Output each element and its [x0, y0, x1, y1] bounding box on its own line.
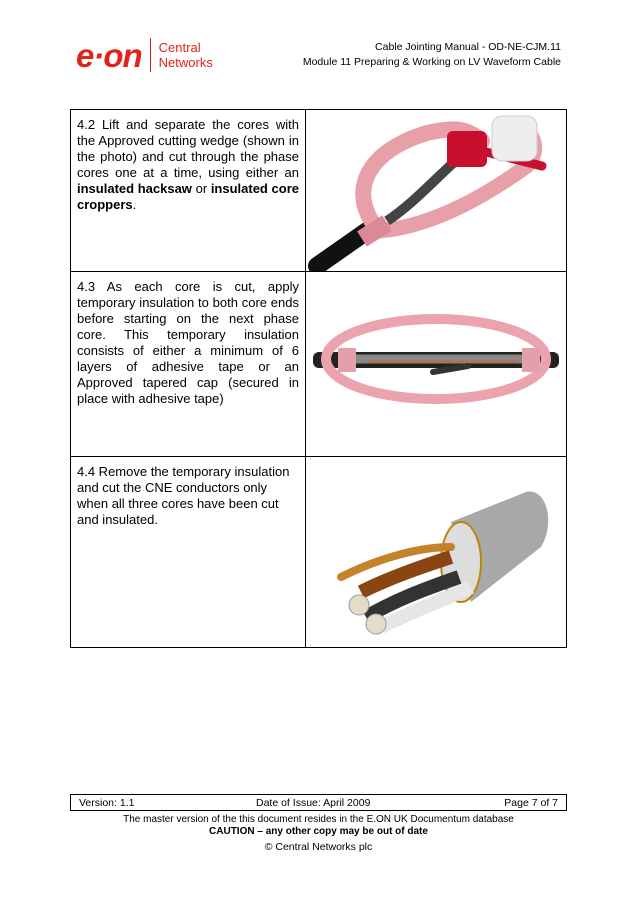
module-title: Module 11 Preparing & Working on LV Waveform Cable: [302, 56, 561, 68]
cable-illustration: [321, 467, 551, 637]
copyright: © Central Networks plc: [264, 841, 373, 853]
logo-divider: [150, 38, 151, 72]
step-4-2-bold2: insulated core croppers: [77, 181, 299, 212]
step-4-2-end: .: [132, 197, 137, 212]
step-4-2-intro: 4.2 Lift and separate the cores with the Approved cutting wedge (shown in the photo) and cut through the phase cores one at a time, using either an: [77, 117, 299, 180]
document-header: [303, 40, 561, 70]
date-of-issue: Date of Issue: April 2009: [256, 797, 371, 809]
temporary-insulation-photo: [308, 304, 564, 424]
table-row: [71, 272, 566, 457]
manual-title: Cable Jointing Manual - OD-NE-CJM.11: [375, 41, 561, 53]
step-4-2-mid: or: [191, 181, 211, 196]
logo-sub-line2: Networks: [158, 55, 213, 70]
table-row: [71, 110, 566, 272]
table-row: [71, 457, 566, 647]
steps-table: [70, 109, 567, 648]
cutting-wedge-photo: [307, 111, 565, 271]
step-4-4-photo: [306, 457, 566, 647]
version-label: Version: 1.1: [79, 797, 135, 809]
eon-logo: [76, 38, 213, 72]
footer-info-bar: [70, 794, 567, 811]
logo-wordmark: e·on: [76, 36, 142, 74]
master-version-note: The master version of the this document resides in the E.ON UK Documentum database: [123, 814, 514, 825]
caution-note: CAUTION – any other copy may be out of date: [209, 826, 428, 837]
page-number: Page 7 of 7: [504, 797, 558, 809]
step-4-4-text: 4.4 Remove the temporary insulation and cut the CNE conductors only when all three cores have been cut and insulated.: [71, 457, 306, 647]
step-4-3-text: 4.3 As each core is cut, apply temporary insulation to both core ends before starting on the next phase core. This temporary insulation consists of either a minimum of 6 layers of adhesive tape or an Approved tapered cap (secured in place with adhesive tape): [71, 272, 306, 456]
step-4-3-photo: [306, 272, 566, 456]
logo-subtitle: [159, 40, 213, 70]
step-4-2-text: [71, 110, 306, 271]
logo-sub-line1: Central: [158, 40, 201, 55]
step-4-2-photo: [306, 110, 566, 271]
step-4-2-bold1: insulated hacksaw: [77, 181, 192, 196]
